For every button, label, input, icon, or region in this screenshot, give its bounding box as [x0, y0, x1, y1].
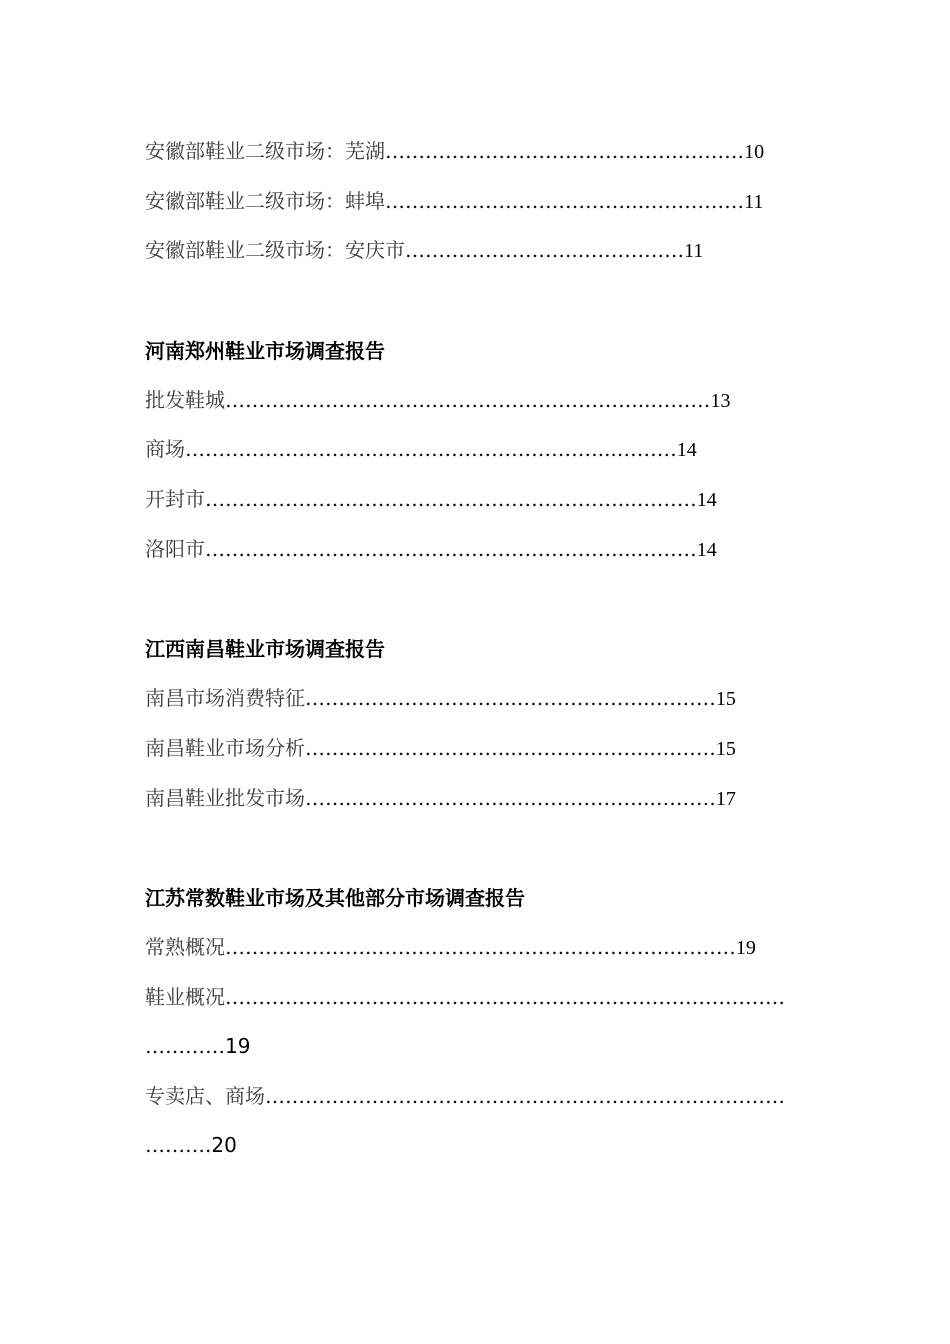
toc-entry-label: 南昌鞋业市场分析 — [145, 736, 305, 760]
toc-entry-page: 13 — [710, 390, 731, 412]
toc-entry-label: 常熟概况 — [145, 935, 225, 959]
toc-entry-leader: …………………………………………………………………… — [265, 1084, 785, 1108]
toc-entry-page: 15 — [715, 738, 736, 760]
toc-entry[interactable] — [145, 685, 736, 711]
toc-entry[interactable] — [145, 138, 764, 164]
toc-entry[interactable] — [145, 785, 736, 811]
toc-entry-leader: ………………………………………………………………………… — [225, 985, 785, 1009]
toc-entry-label: 鞋业概况 — [145, 985, 225, 1009]
toc-entry-label: 南昌鞋业批发市场 — [145, 786, 305, 810]
toc-entry[interactable] — [145, 436, 697, 462]
toc-entry[interactable] — [145, 486, 717, 512]
toc-entry-page: 11 — [744, 191, 764, 213]
toc-entry-page: 14 — [696, 539, 717, 561]
toc-entry-leader: ……..…………………...………………...……… — [305, 686, 716, 710]
toc-entry-label: 安徽部鞋业二级市场：安庆市 — [145, 238, 405, 262]
toc-entry-leader: ……..…………………...………………...……… — [305, 786, 716, 810]
toc-entry-wrapped[interactable] — [145, 984, 785, 1010]
toc-entry-leader: …………………..…………………………………...……… — [205, 487, 697, 511]
toc-entry-label: 开封市 — [145, 487, 205, 511]
toc-entry-page: 20 — [211, 1133, 237, 1157]
toc-entry-page: 15 — [715, 688, 736, 710]
toc-entry[interactable] — [145, 735, 736, 761]
toc-entry-page: 11 — [684, 240, 704, 262]
toc-entry-leader: … — [385, 189, 405, 213]
toc-entry-label: 安徽部鞋业二级市场：蚌埠 — [145, 189, 385, 213]
toc-entry-page: 14 — [696, 489, 717, 511]
toc-entry-label: 商场 — [145, 437, 185, 461]
toc-entry-page: 14 — [676, 439, 697, 461]
toc-entry[interactable] — [145, 934, 756, 960]
toc-entry-label: 安徽部鞋业二级市场：芜湖 — [145, 139, 385, 163]
toc-section-heading[interactable]: 江西南昌鞋业市场调查报告 — [145, 637, 385, 661]
toc-entry-label: 专卖店、商场 — [145, 1084, 265, 1108]
toc-entry-leader: ………… — [145, 1034, 225, 1058]
toc-entry-label: 南昌市场消费特征 — [145, 686, 305, 710]
toc-entry-leader: ……………………………...…………… — [405, 189, 745, 213]
toc-entry-leader: …………………..…………………………………...……… — [205, 537, 697, 561]
toc-section-heading[interactable]: 河南郑州鞋业市场调查报告 — [145, 339, 385, 363]
toc-entry[interactable] — [145, 188, 763, 214]
toc-entry-wrapped-continuation[interactable] — [145, 1132, 237, 1158]
toc-entry-leader: … — [385, 139, 405, 163]
toc-entry-leader: …………………………….……..……… — [405, 139, 745, 163]
toc-entry[interactable] — [145, 387, 730, 413]
toc-entry-leader: ………. — [145, 1133, 212, 1157]
toc-entry-label: 洛阳市 — [145, 537, 205, 561]
toc-entry-leader: ………………………..……………………………...……… — [185, 437, 677, 461]
toc-entry-leader: ………………………….…………………………...……… — [225, 388, 711, 412]
toc-entry-wrapped-continuation[interactable] — [145, 1033, 250, 1059]
toc-entry[interactable] — [145, 237, 703, 263]
toc-section-heading[interactable]: 江苏常数鞋业市场及其他部分市场调查报告 — [145, 886, 525, 910]
toc-entry[interactable] — [145, 536, 717, 562]
toc-entry-label: 批发鞋城 — [145, 388, 225, 412]
toc-entry-leader: ……..…………………...………………...……… — [305, 736, 716, 760]
toc-entry-page: 19 — [735, 937, 756, 959]
toc-entry-page: 19 — [225, 1034, 251, 1058]
toc-entry-page: 17 — [715, 788, 736, 810]
toc-entry-leader: …………………..………………………..….………...……… — [225, 935, 736, 959]
toc-entry-wrapped[interactable] — [145, 1083, 785, 1109]
toc-entry-leader: ……………………...…………… — [405, 238, 685, 262]
toc-entry-page: 10 — [744, 141, 765, 163]
